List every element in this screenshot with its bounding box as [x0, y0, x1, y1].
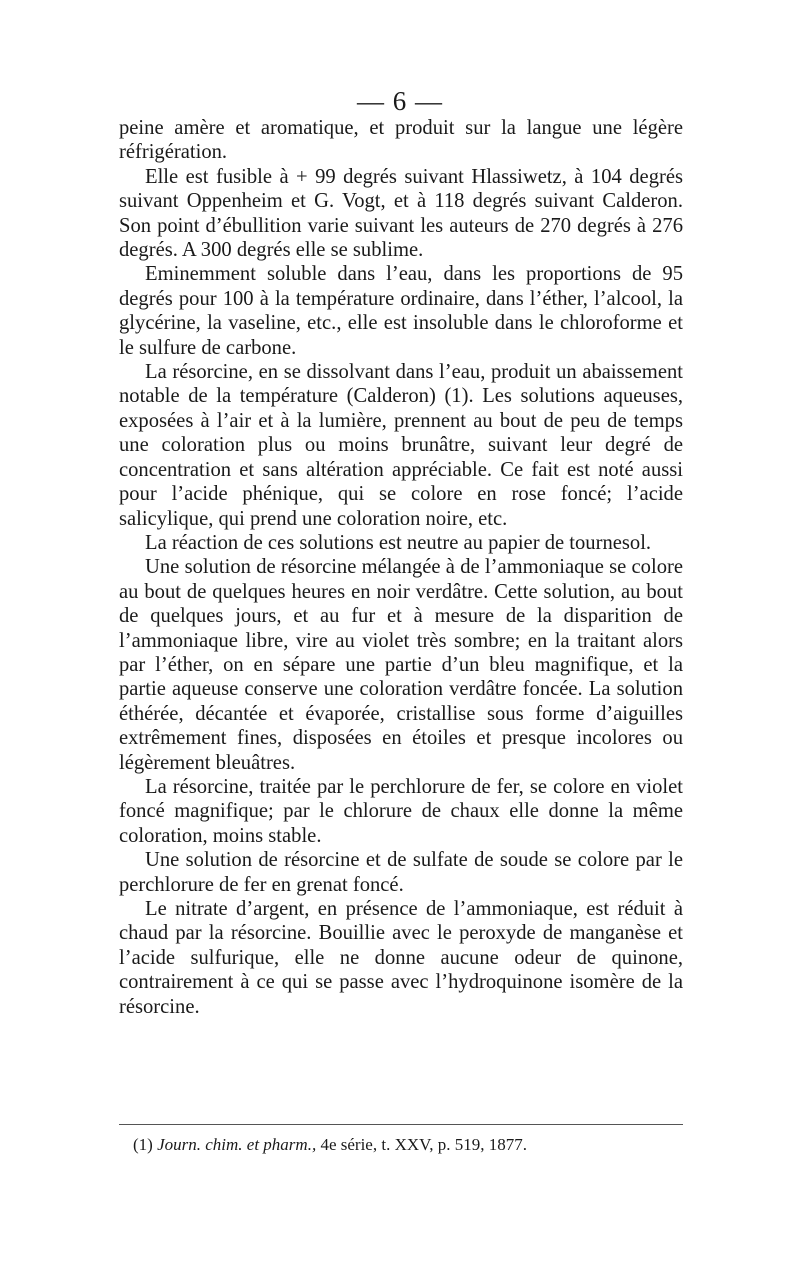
paragraph: Eminemment soluble dans l’eau, dans les proportions de 95 degrés pour 100 à la température ordinaire, dans l’éther, l’alcool, la glycérine, la vaseline, etc., elle est insoluble dans le chloroforme et le sulfure de carbone. [119, 263, 683, 359]
paragraph: La résorcine, en se dissolvant dans l’eau, produit un abaissement notable de la température (Calderon) (1). Les solutions aqueuses, exposées à l’air et à la lumière, prennent au bout de peu de temps une coloration plus ou moins brunâtre, suivant leur degré de concentration et sans altération appréciable. Ce fait est noté aussi pour l’acide phénique, qui se colore en rose foncé; l’acide salicylique, qui prend une coloration noire, etc. [119, 361, 683, 530]
footnote [133, 1134, 693, 1156]
paragraph: Une solution de résorcine et de sulfate de soude se colore par le perchlorure de fer en grenat foncé. [119, 849, 683, 896]
footnote-divider [119, 1124, 683, 1125]
footnote-details: 4e série, t. XXV, p. 519, 1877. [320, 1135, 527, 1154]
paragraph: peine amère et aromatique, et produit sur la langue une légère réfrigération. [119, 117, 683, 164]
paragraph: La réaction de ces solutions est neutre au papier de tournesol. [145, 531, 652, 554]
page-number: — 6 — [357, 86, 443, 116]
paragraph: Une solution de résorcine mélangée à de l’ammoniaque se colore au bout de quelques heures en noir verdâtre. Cette solution, au bout de quelques jours, et au fur et à mesure de la disparition de l’ammoniaque libre, vire au violet très sombre; en la traitant alors par l’éther, on en sépare une partie d’un bleu magnifique, et la partie aqueuse conserve une coloration verdâtre foncée. La solution éthérée, décantée et évaporée, cristallise sous forme d’aiguilles extrêmement fines, disposées en étoiles et presque incolores ou légèrement bleuâtres. [119, 556, 683, 774]
footnote-journal: Journ. chim. et pharm., [157, 1135, 317, 1154]
paragraph: Le nitrate d’argent, en présence de l’ammoniaque, est réduit à chaud par la résorcine. Bouillie avec le peroxyde de manganèse et l’acide sulfurique, elle ne donne aucune odeur de quinone, contrairement à ce qui se passe avec l’hydroquinone isomère de la résorcine. [119, 898, 683, 1018]
paragraph: La résorcine, traitée par le perchlorure de fer, se colore en violet foncé magnifique; par le chlorure de chaux elle donne la même coloration, moins stable. [119, 775, 683, 847]
body-text [119, 116, 683, 1019]
footnote-marker: (1) [133, 1135, 153, 1154]
paragraph: Elle est fusible à + 99 degrés suivant Hlassiwetz, à 104 degrés suivant Oppenheim et G. Vogt, et à 118 degrés suivant Calderon. Son point d’ébullition varie suivant les auteurs de 270 degrés à 276 degrés. A 300 degrés elle se sublime. [119, 165, 683, 262]
